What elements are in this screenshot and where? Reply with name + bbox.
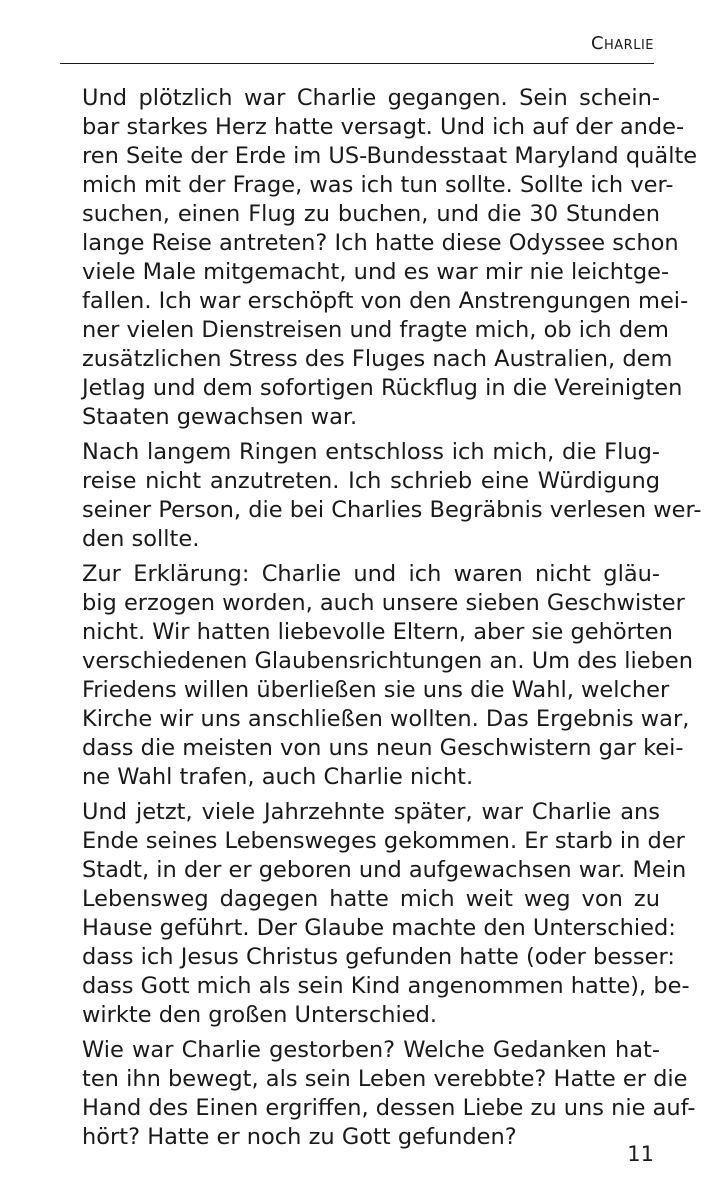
text-line: den sollte. [82,526,200,552]
paragraph [82,1036,696,1152]
text-line: Ende seines Lebensweges gekommen. Er starb in der [82,828,685,854]
running-header-title: Charlie [590,33,654,54]
text-line: Und plötzlich war Charlie gegangen. Sein schein- [82,85,660,111]
text-line: Friedens willen überließen sie uns die Wahl, welcher [82,677,670,703]
text-line: Hand des Einen ergriffen, dessen Liebe zu uns nie auf- [82,1095,696,1121]
text-line: dass die meisten von uns neun Geschwistern gar kei- [82,735,684,761]
text-line: Staaten gewachsen war. [82,404,358,430]
text-line: Lebensweg dagegen hatte mich weit weg von zu [82,886,660,912]
paragraph [82,84,698,432]
text-line: lange Reise antreten? Ich hatte diese Odyssee schon [82,230,679,256]
text-line: suchen, einen Flug zu buchen, und die 30 Stunden [82,201,660,227]
text-line: big erzogen worden, auch unsere sieben Geschwister [82,590,685,616]
text-line: Stadt, in der er geboren und aufgewachsen war. Mein [82,857,687,883]
text-line: hört? Hatte er noch zu Gott gefunden? [82,1124,517,1150]
paragraph [82,798,690,1030]
text-line: dass Gott mich als sein Kind angenommen hatte), be- [82,973,690,999]
text-line: Zur Erklärung: Charlie und ich waren nicht gläu- [82,561,660,587]
text-line: reise nicht anzutreten. Ich schrieb eine Würdigung [82,468,660,494]
text-line: Wie war Charlie gestorben? Welche Gedanken hat- [82,1037,660,1063]
text-line: ten ihn bewegt, als sein Leben verebbte? Hatte er die [82,1066,688,1092]
text-line: ner vielen Dienstreisen und fragte mich, ob ich dem [82,317,669,343]
text-line: wirkte den großen Unterschied. [82,1002,438,1028]
text-line: Und jetzt, viele Jahrzehnte später, war Charlie ans [82,799,660,825]
text-line: dass ich Jesus Christus gefunden hatte (oder besser: [82,944,675,970]
text-line: nicht. Wir hatten liebevolle Eltern, aber sie gehörten [82,619,673,645]
page-number: 11 [627,1142,654,1166]
text-line: Jetlag und dem sofortigen Rückflug in die Vereinigten [82,375,683,401]
text-line: ren Seite der Erde im US-Bundesstaat Maryland quälte [82,143,698,169]
text-line: Hause geführt. Der Glaube machte den Unterschied: [82,915,676,941]
text-line: ne Wahl trafen, auch Charlie nicht. [82,764,474,790]
paragraph [82,560,693,792]
text-line: zusätzlichen Stress des Fluges nach Australien, dem [82,346,673,372]
body-text [82,84,702,1158]
text-line: Nach langem Ringen entschloss ich mich, die Flug- [82,439,660,465]
text-line: mich mit der Frage, was ich tun sollte. Sollte ich ver- [82,172,674,198]
text-line: bar starkes Herz hatte versagt. Und ich auf der ande- [82,114,685,140]
text-line: Kirche wir uns anschließen wollten. Das Ergebnis war, [82,706,690,732]
text-line: viele Male mitgemacht, und es war mir nie leichtge- [82,259,670,285]
text-line: fallen. Ich war erschöpft von den Anstrengungen mei- [82,288,689,314]
text-line: verschiedenen Glaubensrichtungen an. Um des lieben [82,648,693,674]
text-line: seiner Person, die bei Charlies Begräbnis verlesen wer- [82,497,702,523]
paragraph [82,438,702,554]
running-header [60,33,654,64]
